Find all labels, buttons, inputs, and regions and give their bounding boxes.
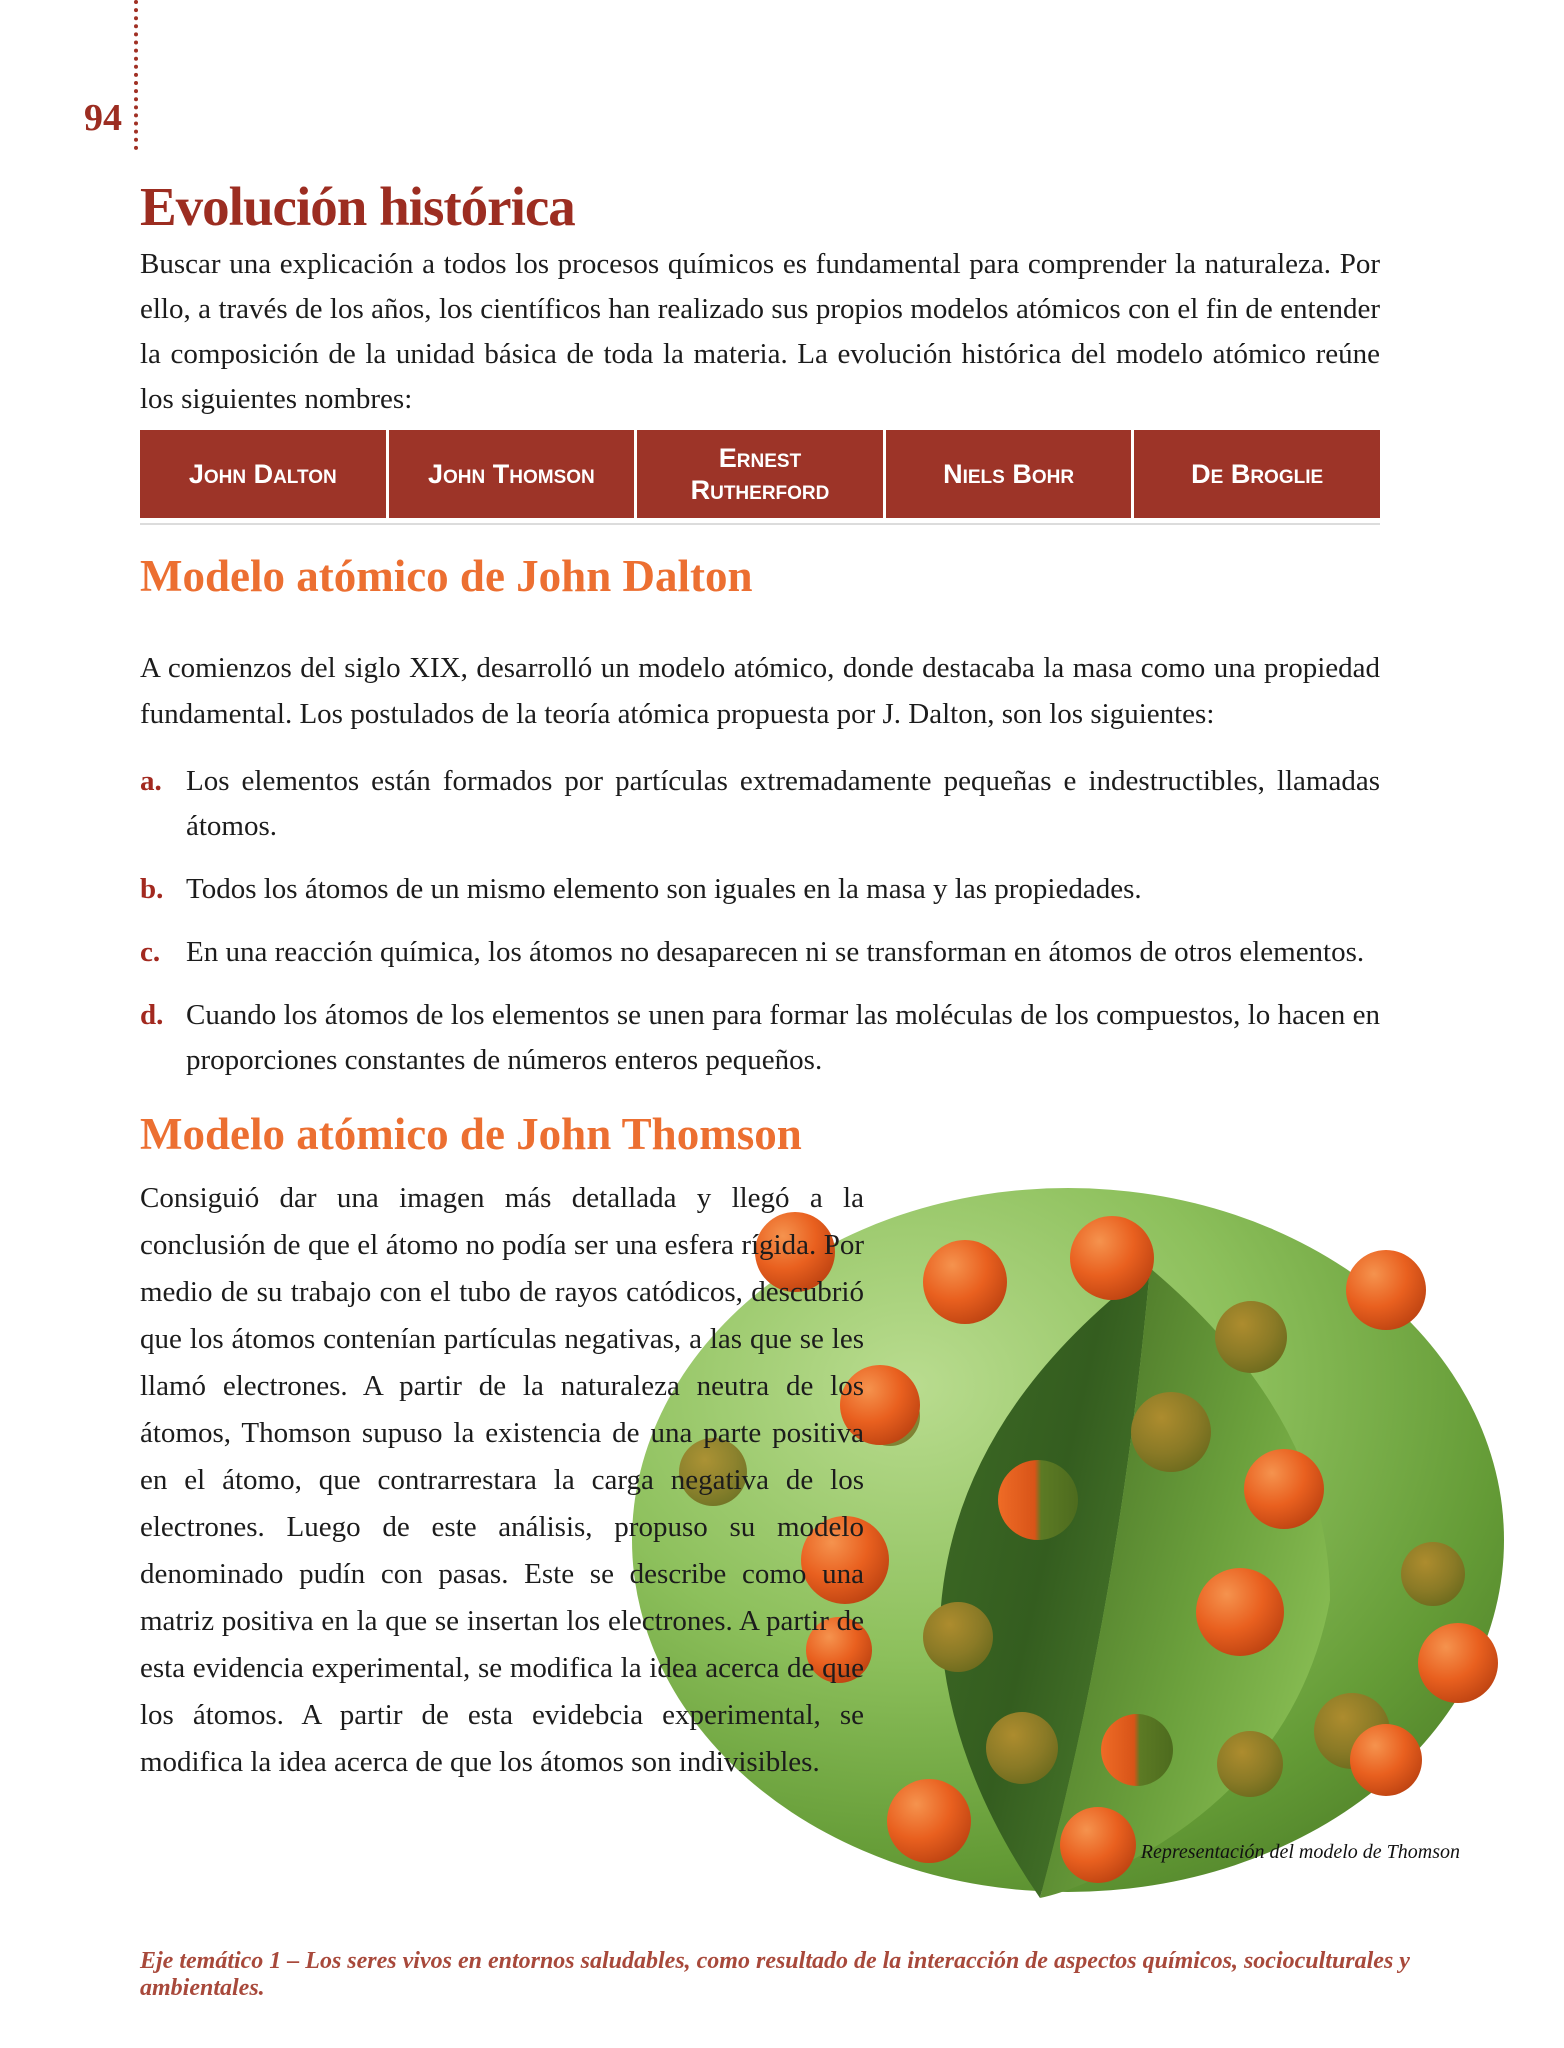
embedded-electron-ball bbox=[1401, 1542, 1465, 1606]
dalton-section-intro: A comienzos del siglo XIX, desarrolló un modelo atómico, donde destacaba la masa como una propiedad fundamental. Los postulados de la teoría atómica propuesta por J. Dalton, son los siguientes: bbox=[140, 652, 1380, 730]
list-item-text: Cuando los átomos de los elementos se unen para formar las moléculas de los compuestos, lo hacen en proporciones constantes de números enteros pequeños. bbox=[186, 999, 1380, 1076]
scientist-cell-bohr: Niels Bohr bbox=[886, 430, 1135, 518]
intro-paragraph: Buscar una explicación a todos los procesos químicos es fundamental para comprender la naturaleza. Por ello, a través de los años, los científicos han realizado sus propios modelos atómicos con el fin de entender la composición de la unidad básica de toda la materia. La evolución histórica del modelo atómico reúne los siguientes nombres: bbox=[140, 248, 1380, 415]
electron-ball bbox=[887, 1779, 971, 1863]
page-content bbox=[140, 178, 1380, 1786]
list-item-text: En una reacción química, los átomos no desaparecen ni se transforman en átomos de otros elementos. bbox=[186, 936, 1365, 968]
footer-theme-line: Eje temático 1 – Los seres vivos en entornos saludables, como resultado de la interacción de aspectos químicos, socioculturales y ambientales. bbox=[140, 1948, 1410, 2001]
margin-dotted-rule bbox=[134, 0, 138, 150]
list-item-text: Todos los átomos de un mismo elemento son iguales en la masa y las propiedades. bbox=[186, 873, 1142, 905]
list-item bbox=[140, 993, 1380, 1083]
scientist-cell-debroglie: De Broglie bbox=[1191, 459, 1324, 489]
dalton-postulates-list bbox=[140, 759, 1380, 1083]
list-item-letter: c. bbox=[140, 936, 161, 968]
thomson-section-heading: Modelo atómico de John Thomson bbox=[140, 1109, 802, 1159]
page-number: 94 bbox=[84, 97, 122, 139]
figure-caption: Representación del modelo de Thomson bbox=[1140, 1841, 1460, 1863]
list-item-letter: d. bbox=[140, 999, 164, 1031]
page-title: Evolución histórica bbox=[140, 176, 575, 237]
list-item bbox=[140, 930, 1380, 975]
scientist-cell-rutherford: Ernest Rutherford bbox=[637, 430, 886, 518]
table-bottom-rule bbox=[140, 523, 1380, 525]
scientists-table-header bbox=[140, 430, 1380, 518]
list-item-text: Los elementos están formados por partículas extremadamente pequeñas e indestructibles, llamadas átomos. bbox=[186, 765, 1380, 842]
scientist-cell-dalton: John Dalton bbox=[140, 430, 389, 518]
list-item bbox=[140, 867, 1380, 912]
list-item-letter: a. bbox=[140, 765, 162, 797]
electron-ball bbox=[1060, 1807, 1136, 1883]
electron-ball bbox=[1418, 1623, 1498, 1703]
list-item-letter: b. bbox=[140, 873, 164, 905]
dalton-section-heading: Modelo atómico de John Dalton bbox=[140, 551, 753, 601]
list-item bbox=[140, 759, 1380, 849]
scientist-cell-thomson: John Thomson bbox=[389, 430, 638, 518]
thomson-section-body: Consiguió dar una imagen más detallada y llegó a la conclusión de que el átomo no podía ser una esfera rígida. Por medio de su trabajo con el tubo de rayos catódicos, descubrió que los átomos contenían partículas negativas, a las que se les llamó electrones. A partir de la naturaleza neutra de los átomos, Thomson supuso la existencia de una parte positiva en el átomo, que contrarrestara la carga negativa de los electrones. Luego de este análisis, propuso su modelo denominado pudín con pasas. Este se describe como una matriz positiva en la que se insertan los electrones. A partir de esta evidencia experimental, se modifica la idea acerca de que los átomos. A partir de esta evidebcia experimental, se modifica la idea acerca de que los átomos son indivisibles. bbox=[140, 1182, 864, 1778]
